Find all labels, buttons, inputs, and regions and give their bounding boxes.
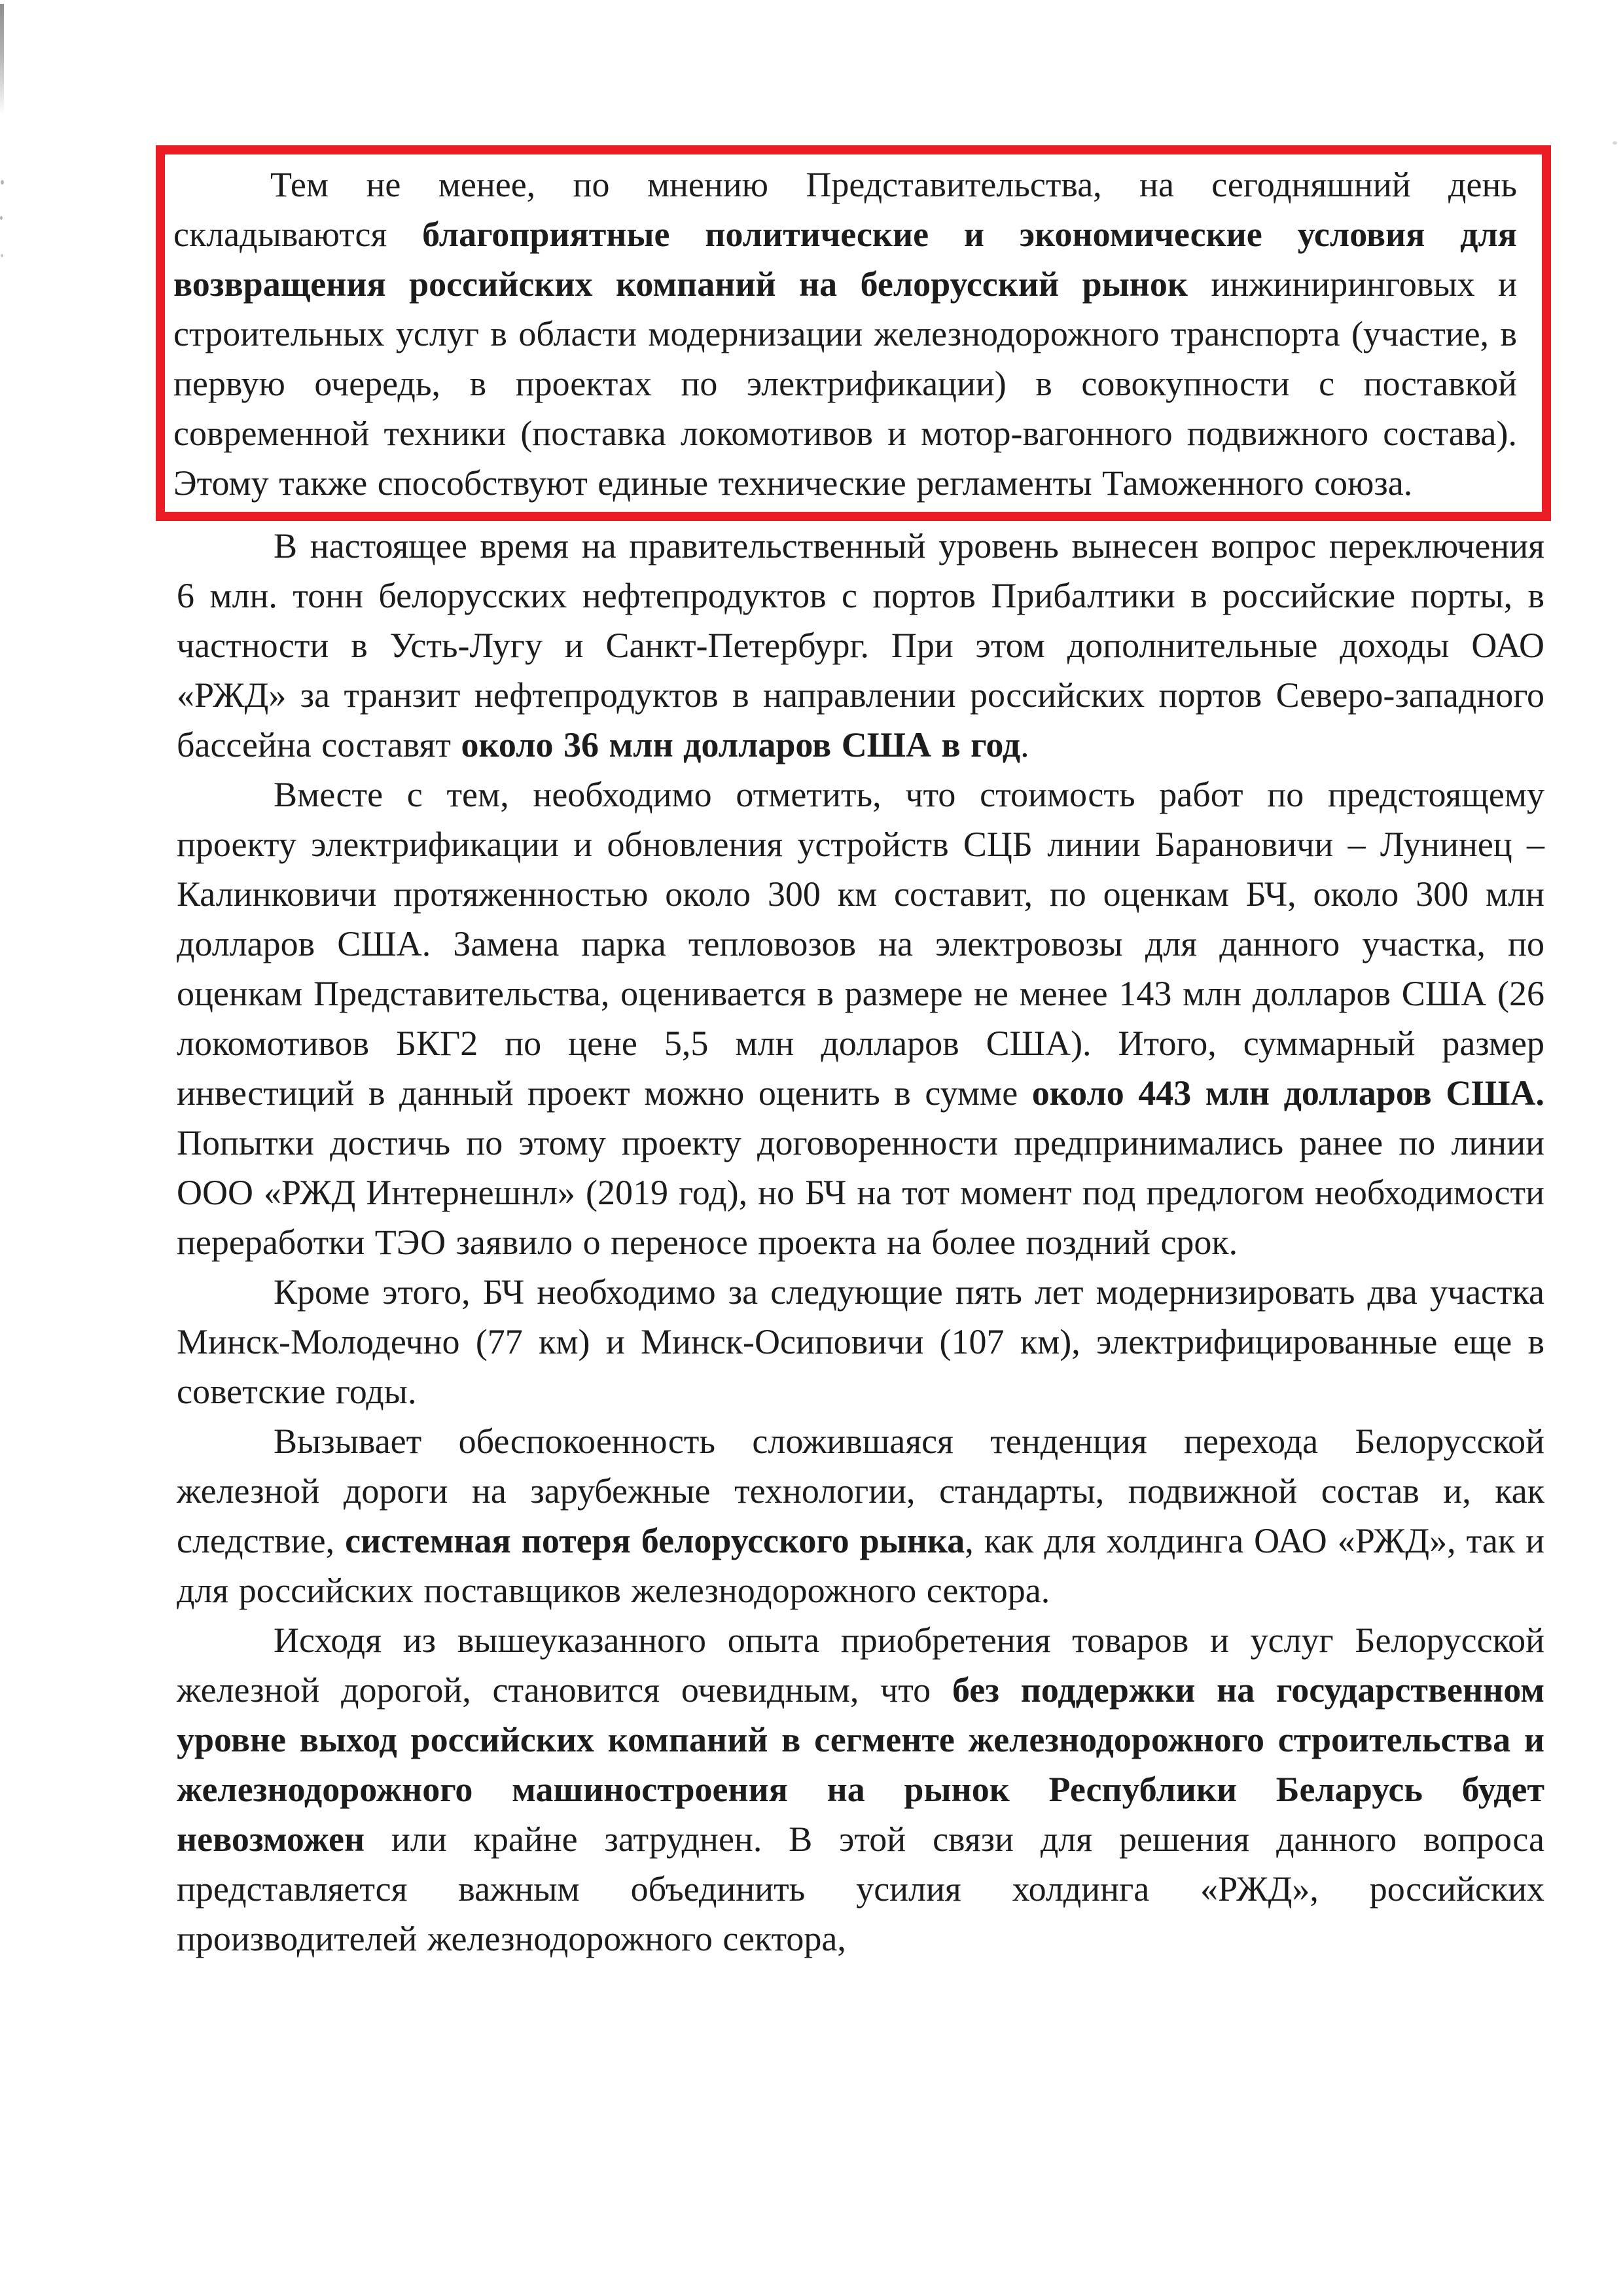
scan-artifact-left-smudge bbox=[0, 4, 4, 115]
paragraph bbox=[177, 1267, 1544, 1416]
text-segment: , как для холдинга ОАО «РЖД», так и для российских поставщиков железнодорожного сектора. bbox=[177, 1521, 1545, 1610]
text-segment-bold: около 443 млн долларов США. bbox=[1031, 1073, 1544, 1113]
text-segment: . bbox=[1020, 725, 1029, 764]
paragraph bbox=[177, 521, 1544, 770]
text-segment-bold: системная потеря белорусского рынка bbox=[345, 1521, 965, 1560]
document-body bbox=[173, 145, 1545, 1964]
highlight-box bbox=[156, 145, 1551, 521]
paragraph bbox=[177, 770, 1544, 1267]
paragraph bbox=[173, 160, 1517, 508]
text-segment: В настоящее время на правительственный уровень вынесен вопрос переключения 6 млн. тонн белорусских нефтепродуктов с портов Прибалтики в российские порты, в частности в Усть-Лугу и Санкт-Петербург. При этом дополнительные доходы ОАО «РЖД» за транзит нефтепродуктов в направлении российских портов Северо-западного бассейна составят bbox=[177, 526, 1544, 764]
text-segment: Тем не менее, по мнению Представительства, на сегодняшний день складываются bbox=[173, 165, 1517, 254]
text-segment: Вызывает обеспокоенность сложившаяся тенденция перехода Белорусской железной дороги на зарубежные технологии, стандарты, подвижной состав и, как следствие, bbox=[177, 1422, 1544, 1560]
text-segment: инжиниринговых и строительных услуг в области модернизации железнодорожного транспорта (участие, в первую очередь, в проектах по электрификации) в совокупности с поставкой современной техники (поставка локомотивов и мотор-вагонного подвижного состава). Этому также способствуют единые технические регламенты Таможенного союза. bbox=[173, 264, 1517, 503]
text-segment: Вместе с тем, необходимо отметить, что стоимость работ по предстоящему проекту электрификации и обновления устройств СЦБ линии Барановичи – Лунинец – Калинковичи протяженностью около 300 км составит, по оценкам БЧ, около 300 млн долларов США. Замена парка тепловозов на электровозы для данного участка, по оценкам Представительства, оценивается в размере не менее 143 млн долларов США (26 локомотивов БКГ2 по цене 5,5 млн долларов США). Итого, суммарный размер инвестиций в данный проект можно оценить в сумме bbox=[177, 775, 1544, 1113]
paragraph bbox=[177, 1416, 1544, 1615]
text-segment: или крайне затруднен. В этой связи для решения данного вопроса представляется важным объединить усилия холдинга «РЖД», российских производителей железнодорожного сектора, bbox=[177, 1820, 1544, 1958]
text-segment: Исходя из вышеуказанного опыта приобретения товаров и услуг Белорусской железной дорогой, становится очевидным, что bbox=[177, 1621, 1544, 1710]
text-segment: Кроме этого, БЧ необходимо за следующие пять лет модернизировать два участка Минск-Молодечно (77 км) и Минск-Осиповичи (107 км), электрифицированные еще в советские годы. bbox=[177, 1272, 1544, 1411]
text-segment-bold: благоприятные политические и экономические условия для возвращения российских компаний на белорусский рынок bbox=[173, 215, 1517, 304]
text-segment-bold: без поддержки на государственном уровне выход российских компаний в сегменте железнодорожного строительства и железнодорожного машиностроения на рынок Республики Беларусь будет невозможен bbox=[177, 1670, 1544, 1859]
text-segment-bold: около 36 млн долларов США в год bbox=[461, 725, 1021, 764]
scan-artifact-speck bbox=[1613, 141, 1617, 145]
scan-artifact-speck bbox=[1, 254, 3, 257]
scan-artifact-speck bbox=[1, 180, 4, 185]
scan-artifact-speck bbox=[0, 216, 3, 220]
text-segment: Попытки достичь по этому проекту договоренности предпринимались ранее по линии ООО «РЖД Интернешнл» (2019 год), но БЧ на тот момент под предлогом необходимости переработки ТЭО заявило о переносе проекта на более поздний срок. bbox=[177, 1123, 1544, 1262]
paragraph bbox=[177, 1615, 1544, 1964]
